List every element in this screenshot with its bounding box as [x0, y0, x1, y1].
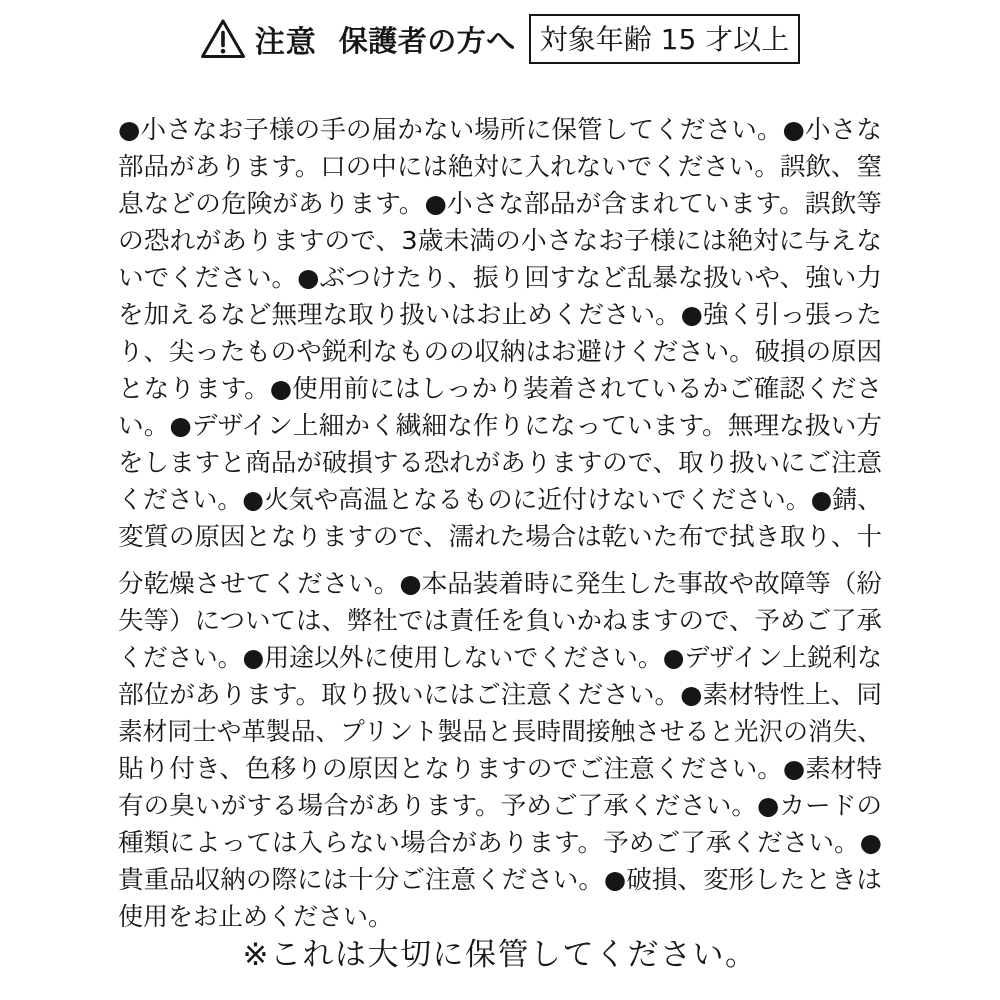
warning-line: となります。●使用前にはしっかり装着されているかご確認くださ — [118, 374, 882, 403]
warning-line: 貴重品収納の際には十分ご注意ください。●破損、変形したときは — [118, 865, 882, 894]
warning-line: 失等）については、弊社では責任を負いかねますので、予めご了承 — [118, 606, 883, 635]
warning-paragraph-1 — [118, 111, 882, 555]
caution-title: 注意 — [254, 25, 317, 60]
warning-line: 部位があります。取り扱いにはご注意ください。●素材特性上、同 — [118, 680, 882, 709]
warning-text-block — [118, 111, 882, 935]
header — [0, 14, 1000, 64]
warning-line: 素材同士や革製品、プリント製品と長時間接触させると光沢の消失、 — [118, 717, 882, 746]
warning-paragraph-2 — [118, 565, 882, 935]
keep-this-note: ※これは大切に保管してください。 — [242, 937, 758, 973]
warning-line: 種類によっては入らない場合があります。予めご了承ください。● — [118, 828, 882, 857]
warning-triangle-icon — [200, 18, 246, 60]
warning-line: 部品があります。口の中には絶対に入れないでください。誤飲、窒 — [118, 152, 882, 181]
warning-line: 息などの危険があります。●小さな部品が含まれています。誤飲等 — [118, 189, 882, 218]
warning-line: 分乾燥させてください。●本品装着時に発生した事故や故障等（紛 — [118, 569, 882, 598]
warning-line: をしますと商品が破損する恐れがありますので、取り扱いにご注意 — [118, 448, 882, 477]
warning-line: り、尖ったものや鋭利なものの収納はお避けください。破損の原因 — [118, 337, 882, 366]
warning-line: ください。●用途以外に使用しないでください。●デザイン上鋭利な — [118, 643, 882, 672]
warning-line: い。●デザイン上細かく繊細な作りになっています。無理な扱い方 — [118, 411, 882, 440]
warning-line: いでください。●ぶつけたり、振り回すなど乱暴な扱いや、強い力 — [118, 263, 882, 292]
footer — [0, 929, 1000, 974]
warning-line: ●小さなお子様の手の届かない場所に保管してください。●小さな — [118, 115, 882, 144]
warning-line: の恐れがありますので、3歳未満の小さなお子様には絶対に与えな — [118, 226, 882, 255]
warning-line: ください。●火気や高温となるものに近付けないでください。●錆、 — [118, 485, 882, 514]
warning-line: 使用をお止めください。 — [118, 902, 394, 931]
warning-line: 有の臭いがする場合があります。予めご了承ください。●カードの — [118, 791, 882, 820]
warning-line: 貼り付き、色移りの原因となりますのでご注意ください。●素材特 — [118, 754, 882, 783]
warning-line: を加えるなど無理な取り扱いはお止めください。●強く引っ張った — [118, 300, 882, 329]
warning-line: 変質の原因となりますので、濡れた場合は乾いた布で拭き取り、十 — [118, 522, 882, 551]
audience-label: 保護者の方へ — [338, 23, 516, 58]
age-limit-box: 対象年齢 15 才以上 — [529, 14, 800, 64]
